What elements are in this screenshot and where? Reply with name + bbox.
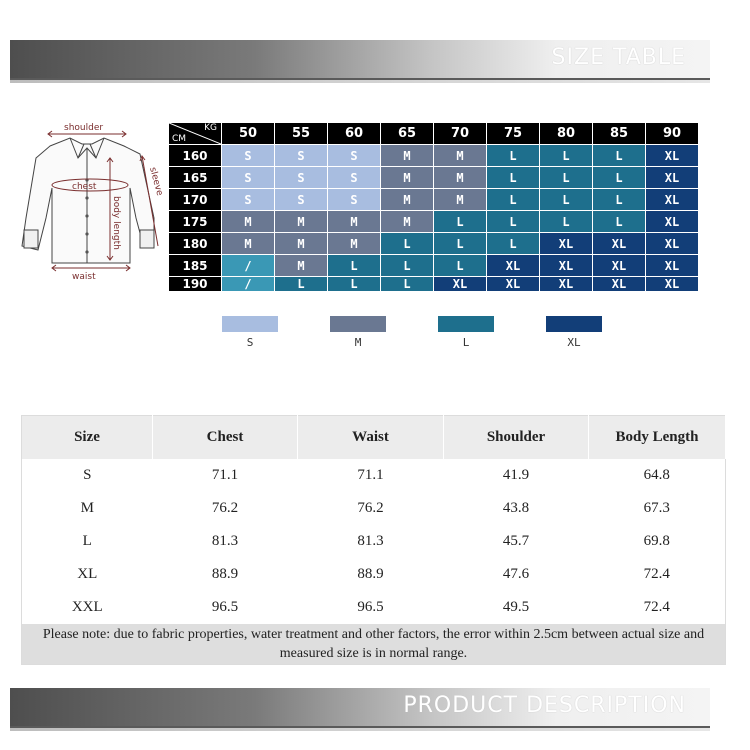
size-name-cell: XXL — [71, 599, 103, 615]
size-cell: L — [381, 233, 434, 255]
table-row — [22, 591, 726, 624]
grid-row — [169, 277, 699, 292]
legend-swatch — [330, 316, 386, 332]
column-header: Waist — [298, 416, 444, 460]
legend-item — [222, 316, 278, 349]
size-cell: S — [328, 167, 381, 189]
weight-header: 80 — [540, 123, 593, 145]
measurement-cell: 43.8 — [502, 500, 530, 516]
measurement-cell: 72.4 — [643, 566, 670, 582]
legend-item — [438, 316, 494, 349]
size-cell: M — [328, 233, 381, 255]
table-row — [22, 525, 726, 558]
measurement-cell: 96.5 — [357, 599, 384, 615]
size-cell: L — [487, 189, 540, 211]
size-table-title: SIZE TABLE — [551, 45, 686, 70]
size-cell: S — [275, 167, 328, 189]
weight-header: 90 — [646, 123, 699, 145]
size-cell: L — [540, 189, 593, 211]
size-cell: L — [593, 189, 646, 211]
size-cell: XL — [646, 211, 699, 233]
size-cell: M — [275, 255, 328, 277]
size-cell: L — [328, 255, 381, 277]
weight-header: 60 — [328, 123, 381, 145]
measurement-table — [21, 415, 726, 665]
size-cell: S — [222, 145, 275, 167]
measurement-cell: 45.7 — [502, 533, 530, 549]
product-description-title: PRODUCT DESCRIPTION — [403, 693, 686, 718]
size-cell: / — [222, 255, 275, 277]
size-cell: XL — [646, 233, 699, 255]
size-cell: L — [381, 277, 434, 292]
size-cell: M — [222, 211, 275, 233]
height-header: 165 — [169, 167, 222, 189]
measurement-cell: 67.3 — [643, 500, 670, 516]
size-cell: XL — [434, 277, 487, 292]
size-cell: L — [487, 167, 540, 189]
size-cell: XL — [646, 145, 699, 167]
measurement-cell: 71.1 — [357, 467, 384, 483]
size-cell: L — [540, 211, 593, 233]
grid-row — [169, 145, 699, 167]
legend-swatch — [222, 316, 278, 332]
size-cell: L — [593, 145, 646, 167]
size-cell: XL — [646, 277, 699, 292]
size-cell: S — [222, 167, 275, 189]
grid-row — [169, 211, 699, 233]
measurement-cell: 81.3 — [357, 533, 384, 549]
legend-item — [546, 316, 602, 349]
column-header: Size — [22, 416, 153, 460]
height-header: 190 — [169, 277, 222, 292]
measurement-cell: 88.9 — [357, 566, 384, 582]
column-header: Body Length — [589, 416, 726, 460]
measurement-cell: 76.2 — [211, 500, 239, 516]
grid-corner — [169, 123, 222, 145]
size-cell: XL — [593, 255, 646, 277]
weight-header: 55 — [275, 123, 328, 145]
size-cell: M — [434, 145, 487, 167]
size-cell: S — [275, 145, 328, 167]
sleeve-label: sleeve — [147, 166, 165, 197]
weight-header: 65 — [381, 123, 434, 145]
shirt-diagram — [12, 118, 172, 283]
size-cell: L — [434, 233, 487, 255]
size-table-banner — [10, 40, 710, 80]
measurement-cell: 81.3 — [211, 533, 239, 549]
body-length-label: body length — [111, 196, 121, 250]
measurement-cell: 41.9 — [502, 467, 530, 483]
grid-row — [169, 189, 699, 211]
size-cell: XL — [646, 189, 699, 211]
size-cell: S — [275, 189, 328, 211]
size-name-cell: S — [83, 467, 92, 483]
measurement-cell: 96.5 — [211, 599, 239, 615]
grid-row — [169, 233, 699, 255]
measurement-cell: 47.6 — [502, 566, 530, 582]
kg-label: KG — [204, 123, 217, 133]
size-cell: M — [434, 167, 487, 189]
size-note: Please note: due to fabric properties, water treatment and other factors, the error within 2.5cm between actual size and measured size is in normal range. — [22, 624, 726, 665]
size-cell: L — [593, 211, 646, 233]
measurement-cell: 76.2 — [357, 500, 384, 516]
table-row — [22, 492, 726, 525]
size-name-cell: M — [80, 500, 94, 516]
weight-header: 70 — [434, 123, 487, 145]
size-cell: M — [381, 211, 434, 233]
size-cell: M — [222, 233, 275, 255]
size-cell: M — [381, 145, 434, 167]
legend-swatch — [438, 316, 494, 332]
chest-label: chest — [72, 182, 97, 192]
size-cell: XL — [540, 277, 593, 292]
height-header: 175 — [169, 211, 222, 233]
size-grid — [168, 122, 699, 292]
size-cell: XL — [540, 255, 593, 277]
shoulder-label: shoulder — [64, 123, 104, 133]
height-header: 170 — [169, 189, 222, 211]
weight-header: 85 — [593, 123, 646, 145]
size-cell: XL — [593, 277, 646, 292]
size-cell: L — [487, 233, 540, 255]
legend-swatch — [546, 316, 602, 332]
size-cell: L — [328, 277, 381, 292]
size-cell: L — [540, 145, 593, 167]
measurement-cell: 88.9 — [211, 566, 239, 582]
measurement-cell: 69.8 — [643, 533, 670, 549]
legend-label: S — [246, 336, 254, 349]
weight-header: 50 — [222, 123, 275, 145]
height-header: 180 — [169, 233, 222, 255]
size-cell: S — [328, 145, 381, 167]
size-cell: L — [434, 255, 487, 277]
column-header: Chest — [153, 416, 298, 460]
size-cell: L — [540, 167, 593, 189]
size-cell: M — [275, 211, 328, 233]
size-cell: L — [275, 277, 328, 292]
size-cell: XL — [487, 277, 540, 292]
size-cell: M — [381, 189, 434, 211]
size-cell: XL — [540, 233, 593, 255]
height-header: 185 — [169, 255, 222, 277]
grid-header-row — [169, 123, 699, 145]
size-name-cell: L — [82, 533, 92, 549]
column-header: Shoulder — [444, 416, 589, 460]
grid-row — [169, 167, 699, 189]
size-cell: M — [328, 211, 381, 233]
size-cell: M — [275, 233, 328, 255]
legend-label: XL — [567, 336, 581, 349]
size-cell: L — [487, 211, 540, 233]
size-cell: L — [487, 145, 540, 167]
legend-label: L — [462, 336, 470, 349]
size-cell: S — [328, 189, 381, 211]
size-cell: XL — [487, 255, 540, 277]
height-header: 160 — [169, 145, 222, 167]
grid-row — [169, 255, 699, 277]
measurement-cell: 64.8 — [643, 467, 670, 483]
size-cell: L — [593, 167, 646, 189]
size-cell: / — [222, 277, 275, 292]
waist-label: waist — [72, 272, 96, 282]
legend-label: M — [354, 336, 362, 349]
product-description-banner — [10, 688, 710, 728]
size-name-cell: XL — [77, 566, 98, 582]
size-cell: XL — [646, 255, 699, 277]
legend-item — [330, 316, 386, 349]
measurement-cell: 71.1 — [211, 467, 239, 483]
measurement-cell: 72.4 — [643, 599, 670, 615]
measurement-header-row — [22, 416, 726, 460]
measurement-cell: 49.5 — [502, 599, 530, 615]
table-row — [22, 558, 726, 591]
cm-label: CM — [172, 134, 187, 144]
size-cell: XL — [646, 167, 699, 189]
size-cell: M — [434, 189, 487, 211]
size-cell: S — [222, 189, 275, 211]
weight-header: 75 — [487, 123, 540, 145]
size-cell: L — [381, 255, 434, 277]
size-cell: L — [434, 211, 487, 233]
size-cell: XL — [593, 233, 646, 255]
table-row — [22, 459, 726, 492]
size-cell: M — [381, 167, 434, 189]
